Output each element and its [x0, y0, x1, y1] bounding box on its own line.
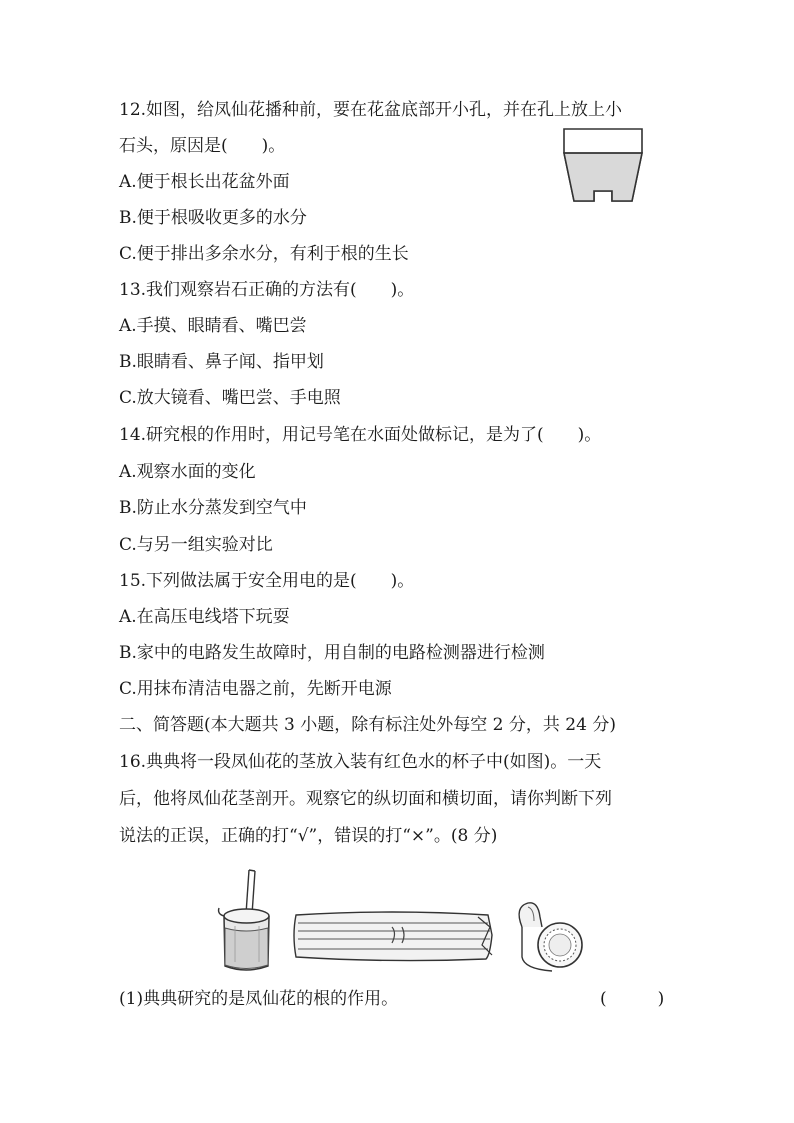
- q12-option-a: A.便于根长出花盆外面: [119, 172, 290, 192]
- q12-option-c: C.便于排出多余水分，有利于根的生长: [119, 244, 409, 264]
- q13-stem: 13.我们观察岩石正确的方法有( )。: [119, 280, 415, 300]
- q16-sub1: (1)典典研究的是凤仙花的根的作用。: [119, 989, 399, 1009]
- flower-pot-figure: [562, 127, 644, 205]
- q12-stem-line2: 石头，原因是( )。: [119, 136, 286, 156]
- q14-stem: 14.研究根的作用时，用记号笔在水面处做标记，是为了( )。: [119, 425, 602, 445]
- q15-option-a: A.在高压电线塔下玩耍: [119, 607, 290, 627]
- q16-stem-line3: 说法的正误，正确的打“√”，错误的打“×”。(8 分): [119, 826, 498, 846]
- q12-stem-line1: 12.如图，给凤仙花播种前，要在花盆底部开小孔，并在孔上放上小: [119, 100, 623, 120]
- stem-longitudinal-section-figure: [292, 905, 498, 965]
- q13-option-c: C.放大镜看、嘴巴尝、手电照: [119, 388, 341, 408]
- q16-stem-line2: 后，他将凤仙花茎剖开。观察它的纵切面和横切面，请你判断下列: [119, 789, 612, 809]
- q14-option-c: C.与另一组实验对比: [119, 535, 273, 555]
- q12-option-b: B.便于根吸收更多的水分: [119, 208, 307, 228]
- q15-option-c: C.用抹布清洁电器之前，先断开电源: [119, 679, 392, 699]
- q14-option-b: B.防止水分蒸发到空气中: [119, 498, 307, 518]
- q16-sub1-answer-blank[interactable]: ( ): [600, 989, 665, 1009]
- q15-option-b: B.家中的电路发生故障时，用自制的电路检测器进行检测: [119, 643, 545, 663]
- section2-heading: 二、简答题(本大题共 3 小题，除有标注处外每空 2 分，共 24 分): [119, 715, 616, 735]
- q14-option-a: A.观察水面的变化: [119, 462, 256, 482]
- q13-option-a: A.手摸、眼睛看、嘴巴尝: [119, 316, 307, 336]
- q16-stem-line1: 16.典典将一段凤仙花的茎放入装有红色水的杯子中(如图)。一天: [119, 752, 602, 772]
- stem-cross-section-figure: [512, 897, 586, 975]
- q15-stem: 15.下列做法属于安全用电的是( )。: [119, 571, 415, 591]
- cup-with-stem-figure: [215, 868, 277, 978]
- q13-option-b: B.眼睛看、鼻子闻、指甲划: [119, 352, 324, 372]
